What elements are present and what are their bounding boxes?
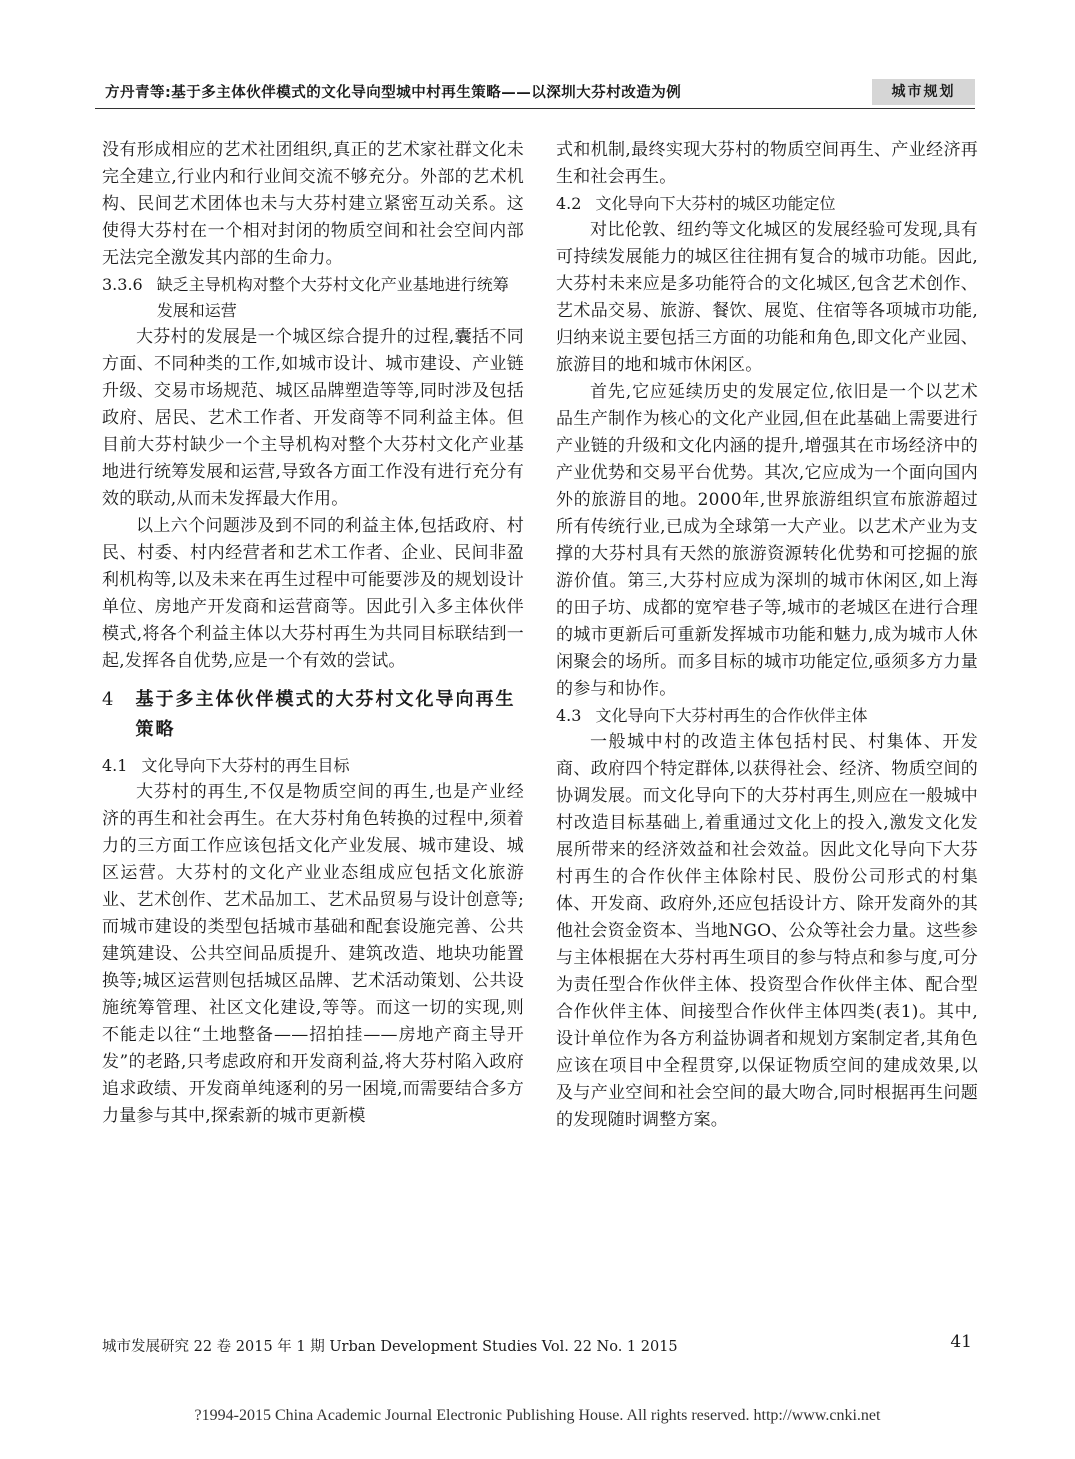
section-number: 3.3.6 [102, 275, 143, 294]
subsection-heading-4-2 [556, 191, 978, 217]
subsection-heading-4-3 [556, 703, 978, 729]
section-number: 4 [102, 689, 114, 710]
section-number: 4.1 [102, 756, 128, 775]
header-rule [95, 108, 975, 109]
paragraph: 大芬村的再生,不仅是物质空间的再生,也是产业经济的再生和社会再生。在大芬村角色转换的过程中,须着力的三方面工作应该包括文化产业发展、城市建设、城区运营。大芬村的文化产业业态组成应包括文化旅游业、艺术创作、艺术品加工、艺术品贸易与设计创意等;而城市建设的类型包括城市基础和配套设施完善、公共建筑建设、公共空间品质提升、建筑改造、地块功能置换等;城区运营则包括城区品牌、艺术活动策划、公共设施统筹管理、社区文化建设,等等。而这一切的实现,则不能走以往“土地整备——招拍挂——房地产商主导开发”的老路,只考虑政府和开发商利益,将大芬村陷入政府追求政绩、开发商单纯逐利的另一困境,而需要结合多方力量参与其中,探索新的城市更新模 [102, 782, 524, 1126]
running-header [95, 79, 975, 113]
section-title: 文化导向下大芬村再生的合作伙伴主体 [595, 706, 868, 725]
subsection-heading-4-1 [102, 753, 524, 779]
section-tag: 城市规划 [872, 79, 975, 105]
journal-citation: 城市发展研究 22 卷 2015 年 1 期 Urban Development Studies Vol. 22 No. 1 2015 [102, 1339, 678, 1355]
paragraph-continued: 没有形成相应的艺术社团组织,真正的艺术家社群文化未完全建立,行业内和行业间交流不够充分。外部的艺术机构、民间艺术团体也未与大芬村建立紧密互动关系。这使得大芬村在一个相对封闭的物质空间和社会空间内部无法完全激发其内部的生命力。 [102, 140, 524, 268]
paragraph: 对比伦敦、纽约等文化城区的发展经验可发现,具有可持续发展能力的城区往往拥有复合的城市功能。因此,大芬村未来应是多功能符合的文化城区,包含艺术创作、艺术品交易、旅游、餐饮、展览、住宿等各项城市功能,归纳来说主要包括三方面的功能和角色,即文化产业园、旅游目的地和城市休闲区。 [556, 220, 978, 375]
left-column [102, 137, 524, 1130]
paragraph: 大芬村的发展是一个城区综合提升的过程,囊括不同方面、不同种类的工作,如城市设计、城市建设、产业链升级、交易市场规范、城区品牌塑造等等,同时涉及包括政府、居民、艺术工作者、开发商等不同利益主体。但目前大芬村缺少一个主导机构对整个大芬村文化产业基地进行统筹发展和运营,导致各方面工作没有进行充分有效的联动,从而未发挥最大作用。 [102, 327, 524, 509]
right-column [556, 137, 978, 1134]
page-number: 41 [950, 1332, 972, 1352]
copyright-notice: ?1994-2015 China Academic Journal Electronic Publishing House. All rights reserved. http://www.cnki.net [194, 1407, 881, 1424]
section-number: 4.3 [556, 706, 582, 725]
section-number: 4.2 [556, 194, 582, 213]
running-header-title: 方丹青等:基于多主体伙伴模式的文化导向型城中村再生策略——以深圳大芬村改造为例 [105, 85, 682, 101]
section-heading-4 [102, 685, 524, 745]
paragraph: 以上六个问题涉及到不同的利益主体,包括政府、村民、村委、村内经营者和艺术工作者、企业、民间非盈利机构等,以及未来在再生过程中可能要涉及的规划设计单位、房地产开发商和运营商等。因此引入多主体伙伴模式,将各个利益主体以大芬村再生为共同目标联结到一起,发挥各自优势,应是一个有效的尝试。 [102, 516, 524, 671]
paragraph: 首先,它应延续历史的发展定位,依旧是一个以艺术品生产制作为核心的文化产业园,但在此基础上需要进行产业链的升级和文化内涵的提升,增强其在市场经济中的产业优势和交易平台优势。其次,它应成为一个面向国内外的旅游目的地。2000年,世界旅游组织宣布旅游超过所有传统行业,已成为全球第一大产业。以艺术产业为支撑的大芬村具有天然的旅游资源转化优势和可挖掘的旅游价值。第三,大芬村应成为深圳的城市休闲区,如上海的田子坊、成都的宽窄巷子等,城市的老城区在进行合理的城市更新后可重新发挥城市功能和魅力,成为城市人休闲聚会的场所。而多目标的城市功能定位,亟须多方力量的参与和协作。 [556, 382, 978, 699]
subsection-heading-3-3-6 [102, 272, 524, 324]
section-title: 基于多主体伙伴模式的大芬村文化导向再生策略 [135, 689, 516, 740]
section-title: 文化导向下大芬村的再生目标 [141, 756, 350, 775]
paragraph-continued: 式和机制,最终实现大芬村的物质空间再生、产业经济再生和社会再生。 [556, 140, 978, 187]
paragraph: 一般城中村的改造主体包括村民、村集体、开发商、政府四个特定群体,以获得社会、经济、物质空间的协调发展。而文化导向下的大芬村再生,则应在一般城中村改造目标基础上,着重通过文化上的投入,激发文化发展所带来的经济效益和社会效益。因此文化导向下大芬村再生的合作伙伴主体除村民、股份公司形式的村集体、开发商、政府外,还应包括设计方、除开发商外的其他社会资金资本、当地NGO、公众等社会力量。这些参与主体根据在大芬村再生项目的参与特点和参与度,可分为责任型合作伙伴主体、投资型合作伙伴主体、配合型合作伙伴主体、间接型合作伙伴主体四类(表1)。其中,设计单位作为各方利益协调者和规划方案制定者,其角色应该在项目中全程贯穿,以保证物质空间的建成效果,以及与产业空间和社会空间的最大吻合,同时根据再生问题的发现随时调整方案。 [556, 732, 978, 1130]
section-title: 缺乏主导机构对整个大芬村文化产业基地进行统筹发展和运营 [156, 275, 509, 320]
page-footer [102, 1332, 972, 1357]
section-title: 文化导向下大芬村的城区功能定位 [595, 194, 836, 213]
